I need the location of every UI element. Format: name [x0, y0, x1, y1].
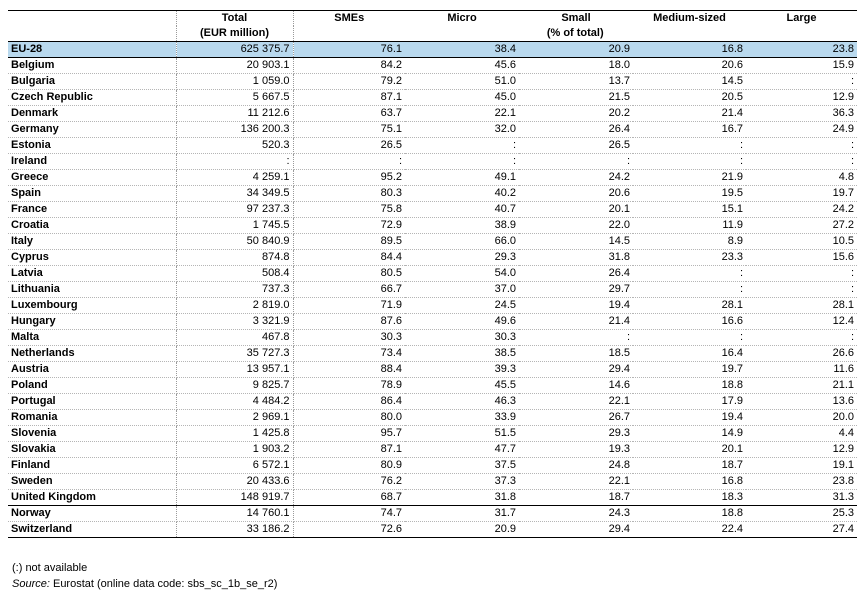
country-name-cell: Netherlands	[8, 346, 176, 362]
country-name-cell: Norway	[8, 506, 176, 522]
medium-cell: 19.7	[633, 362, 746, 378]
header-micro: Micro	[405, 11, 519, 27]
micro-cell: 49.6	[405, 314, 519, 330]
large-cell: 12.9	[746, 442, 857, 458]
medium-cell: 18.8	[633, 378, 746, 394]
large-cell: 12.4	[746, 314, 857, 330]
header-large: Large	[746, 11, 857, 27]
table-row	[8, 234, 857, 250]
header-total: Total	[176, 11, 293, 27]
micro-cell: 45.6	[405, 58, 519, 74]
table-row	[8, 202, 857, 218]
total-cell: 35 727.3	[176, 346, 293, 362]
total-cell: 508.4	[176, 266, 293, 282]
smes-cell: 84.4	[293, 250, 405, 266]
table-row	[8, 362, 857, 378]
micro-cell: 38.9	[405, 218, 519, 234]
micro-cell: 66.0	[405, 234, 519, 250]
large-cell: 24.2	[746, 202, 857, 218]
smes-cell: 80.5	[293, 266, 405, 282]
medium-cell: 18.8	[633, 506, 746, 522]
small-cell: 14.5	[519, 234, 633, 250]
micro-cell: 20.9	[405, 522, 519, 538]
medium-cell: 16.7	[633, 122, 746, 138]
smes-cell: 95.2	[293, 170, 405, 186]
smes-cell: 72.9	[293, 218, 405, 234]
large-cell: 31.3	[746, 490, 857, 506]
micro-cell: 37.0	[405, 282, 519, 298]
medium-cell: 16.6	[633, 314, 746, 330]
micro-cell: 29.3	[405, 250, 519, 266]
small-cell: 22.1	[519, 474, 633, 490]
table-row	[8, 122, 857, 138]
medium-cell: 11.9	[633, 218, 746, 234]
total-cell: 2 969.1	[176, 410, 293, 426]
smes-cell: 87.1	[293, 90, 405, 106]
table-row	[8, 266, 857, 282]
total-cell: 34 349.5	[176, 186, 293, 202]
smes-cell: 76.1	[293, 42, 405, 58]
header-country-blank	[8, 11, 176, 27]
large-cell: 23.8	[746, 42, 857, 58]
small-cell: 21.5	[519, 90, 633, 106]
table-row	[8, 426, 857, 442]
large-cell: 19.7	[746, 186, 857, 202]
country-name-cell: Austria	[8, 362, 176, 378]
smes-cell: 87.1	[293, 442, 405, 458]
medium-cell: 16.8	[633, 474, 746, 490]
total-cell: 11 212.6	[176, 106, 293, 122]
total-cell: 520.3	[176, 138, 293, 154]
country-name-cell: Latvia	[8, 266, 176, 282]
micro-cell: 39.3	[405, 362, 519, 378]
table-row	[8, 410, 857, 426]
country-name-cell: Germany	[8, 122, 176, 138]
large-cell: :	[746, 138, 857, 154]
micro-cell: 40.2	[405, 186, 519, 202]
table-row	[8, 314, 857, 330]
micro-cell: 24.5	[405, 298, 519, 314]
table-row	[8, 90, 857, 106]
micro-cell: 40.7	[405, 202, 519, 218]
table-row	[8, 170, 857, 186]
header-small: Small	[519, 11, 633, 27]
small-cell: 18.5	[519, 346, 633, 362]
country-name-cell: Lithuania	[8, 282, 176, 298]
micro-cell: :	[405, 154, 519, 170]
table-row	[8, 330, 857, 346]
table-row	[8, 106, 857, 122]
country-name-cell: Italy	[8, 234, 176, 250]
total-cell: 625 375.7	[176, 42, 293, 58]
large-cell: 19.1	[746, 458, 857, 474]
micro-cell: 49.1	[405, 170, 519, 186]
medium-cell: 22.4	[633, 522, 746, 538]
country-name-cell: Hungary	[8, 314, 176, 330]
total-cell: 97 237.3	[176, 202, 293, 218]
country-name-cell: Slovenia	[8, 426, 176, 442]
small-cell: 26.4	[519, 122, 633, 138]
large-cell: :	[746, 154, 857, 170]
table-row	[8, 506, 857, 522]
country-name-cell: Belgium	[8, 58, 176, 74]
micro-cell: 33.9	[405, 410, 519, 426]
small-cell: 29.4	[519, 362, 633, 378]
large-cell: 10.5	[746, 234, 857, 250]
small-cell: 14.6	[519, 378, 633, 394]
smes-cell: 80.0	[293, 410, 405, 426]
data-table-container	[8, 10, 857, 538]
country-name-cell: Bulgaria	[8, 74, 176, 90]
medium-cell: 14.5	[633, 74, 746, 90]
large-cell: 27.2	[746, 218, 857, 234]
smes-cell: 66.7	[293, 282, 405, 298]
source-note	[12, 576, 277, 592]
smes-cell: :	[293, 154, 405, 170]
table-row	[8, 154, 857, 170]
medium-cell: 14.9	[633, 426, 746, 442]
table-row	[8, 394, 857, 410]
table-row	[8, 58, 857, 74]
smes-cell: 74.7	[293, 506, 405, 522]
small-cell: 20.9	[519, 42, 633, 58]
small-cell: 21.4	[519, 314, 633, 330]
country-name-cell: EU-28	[8, 42, 176, 58]
small-cell: 19.3	[519, 442, 633, 458]
table-row	[8, 522, 857, 538]
small-cell: 18.0	[519, 58, 633, 74]
country-name-cell: Switzerland	[8, 522, 176, 538]
medium-cell: :	[633, 138, 746, 154]
large-cell: 27.4	[746, 522, 857, 538]
sme-value-added-table	[8, 10, 857, 538]
country-name-cell: Spain	[8, 186, 176, 202]
country-name-cell: Slovakia	[8, 442, 176, 458]
micro-cell: 37.3	[405, 474, 519, 490]
smes-cell: 84.2	[293, 58, 405, 74]
country-name-cell: Cyprus	[8, 250, 176, 266]
large-cell: 15.9	[746, 58, 857, 74]
small-cell: 22.0	[519, 218, 633, 234]
micro-cell: 38.5	[405, 346, 519, 362]
medium-cell: :	[633, 266, 746, 282]
table-row	[8, 250, 857, 266]
smes-cell: 79.2	[293, 74, 405, 90]
table-row	[8, 298, 857, 314]
large-cell: 23.8	[746, 474, 857, 490]
country-name-cell: Finland	[8, 458, 176, 474]
large-cell: 21.1	[746, 378, 857, 394]
micro-cell: 31.7	[405, 506, 519, 522]
small-cell: 20.6	[519, 186, 633, 202]
small-cell: 24.3	[519, 506, 633, 522]
micro-cell: 37.5	[405, 458, 519, 474]
large-cell: 25.3	[746, 506, 857, 522]
large-cell: 15.6	[746, 250, 857, 266]
small-cell: :	[519, 330, 633, 346]
medium-cell: 20.5	[633, 90, 746, 106]
small-cell: 29.4	[519, 522, 633, 538]
small-cell: 22.1	[519, 394, 633, 410]
total-cell: 4 484.2	[176, 394, 293, 410]
country-name-cell: Portugal	[8, 394, 176, 410]
medium-cell: 20.1	[633, 442, 746, 458]
micro-cell: 54.0	[405, 266, 519, 282]
total-cell: 50 840.9	[176, 234, 293, 250]
table-body	[8, 42, 857, 538]
table-row	[8, 458, 857, 474]
micro-cell: 31.8	[405, 490, 519, 506]
country-name-cell: Croatia	[8, 218, 176, 234]
total-cell: 14 760.1	[176, 506, 293, 522]
header-total-unit: (EUR million)	[176, 26, 293, 42]
small-cell: 18.7	[519, 490, 633, 506]
smes-cell: 89.5	[293, 234, 405, 250]
header-pct-unit: (% of total)	[293, 26, 857, 42]
large-cell: :	[746, 74, 857, 90]
small-cell: :	[519, 154, 633, 170]
large-cell: 20.0	[746, 410, 857, 426]
medium-cell: :	[633, 282, 746, 298]
total-cell: :	[176, 154, 293, 170]
country-name-cell: Denmark	[8, 106, 176, 122]
total-cell: 1 745.5	[176, 218, 293, 234]
table-notes	[12, 560, 277, 592]
medium-cell: :	[633, 154, 746, 170]
smes-cell: 95.7	[293, 426, 405, 442]
smes-cell: 26.5	[293, 138, 405, 154]
medium-cell: 16.8	[633, 42, 746, 58]
table-row	[8, 74, 857, 90]
total-cell: 3 321.9	[176, 314, 293, 330]
large-cell: :	[746, 266, 857, 282]
smes-cell: 72.6	[293, 522, 405, 538]
total-cell: 467.8	[176, 330, 293, 346]
table-row	[8, 138, 857, 154]
total-cell: 4 259.1	[176, 170, 293, 186]
table-row	[8, 490, 857, 506]
smes-cell: 75.1	[293, 122, 405, 138]
table-row	[8, 442, 857, 458]
medium-cell: 17.9	[633, 394, 746, 410]
small-cell: 20.2	[519, 106, 633, 122]
large-cell: 13.6	[746, 394, 857, 410]
medium-cell: 21.9	[633, 170, 746, 186]
total-cell: 1 059.0	[176, 74, 293, 90]
table-row	[8, 346, 857, 362]
medium-cell: :	[633, 330, 746, 346]
large-cell: 26.6	[746, 346, 857, 362]
large-cell: 24.9	[746, 122, 857, 138]
large-cell: :	[746, 282, 857, 298]
small-cell: 31.8	[519, 250, 633, 266]
smes-cell: 88.4	[293, 362, 405, 378]
country-name-cell: Poland	[8, 378, 176, 394]
table-row	[8, 218, 857, 234]
micro-cell: 45.0	[405, 90, 519, 106]
table-row	[8, 378, 857, 394]
large-cell: 4.4	[746, 426, 857, 442]
smes-cell: 71.9	[293, 298, 405, 314]
country-name-cell: Ireland	[8, 154, 176, 170]
country-name-cell: Luxembourg	[8, 298, 176, 314]
medium-cell: 23.3	[633, 250, 746, 266]
table-row	[8, 474, 857, 490]
header-medium: Medium-sized	[633, 11, 746, 27]
medium-cell: 19.5	[633, 186, 746, 202]
small-cell: 13.7	[519, 74, 633, 90]
micro-cell: 51.0	[405, 74, 519, 90]
smes-cell: 63.7	[293, 106, 405, 122]
smes-cell: 75.8	[293, 202, 405, 218]
medium-cell: 8.9	[633, 234, 746, 250]
total-cell: 136 200.3	[176, 122, 293, 138]
total-cell: 33 186.2	[176, 522, 293, 538]
medium-cell: 21.4	[633, 106, 746, 122]
small-cell: 19.4	[519, 298, 633, 314]
small-cell: 26.5	[519, 138, 633, 154]
table-row	[8, 42, 857, 58]
micro-cell: 38.4	[405, 42, 519, 58]
total-cell: 2 819.0	[176, 298, 293, 314]
country-name-cell: Sweden	[8, 474, 176, 490]
total-cell: 5 667.5	[176, 90, 293, 106]
micro-cell: 46.3	[405, 394, 519, 410]
large-cell: 28.1	[746, 298, 857, 314]
header-country-blank-2	[8, 26, 176, 42]
micro-cell: 51.5	[405, 426, 519, 442]
country-name-cell: Czech Republic	[8, 90, 176, 106]
total-cell: 9 825.7	[176, 378, 293, 394]
small-cell: 20.1	[519, 202, 633, 218]
medium-cell: 18.3	[633, 490, 746, 506]
country-name-cell: United Kingdom	[8, 490, 176, 506]
small-cell: 26.7	[519, 410, 633, 426]
total-cell: 737.3	[176, 282, 293, 298]
large-cell: 4.8	[746, 170, 857, 186]
smes-cell: 80.3	[293, 186, 405, 202]
medium-cell: 20.6	[633, 58, 746, 74]
header-smes: SMEs	[293, 11, 405, 27]
smes-cell: 86.4	[293, 394, 405, 410]
source-text: Eurostat (online data code: sbs_sc_1b_se_r2)	[49, 578, 278, 590]
medium-cell: 18.7	[633, 458, 746, 474]
total-cell: 1 425.8	[176, 426, 293, 442]
medium-cell: 28.1	[633, 298, 746, 314]
total-cell: 874.8	[176, 250, 293, 266]
total-cell: 20 903.1	[176, 58, 293, 74]
micro-cell: 32.0	[405, 122, 519, 138]
country-name-cell: Greece	[8, 170, 176, 186]
large-cell: 11.6	[746, 362, 857, 378]
micro-cell: 45.5	[405, 378, 519, 394]
micro-cell: 22.1	[405, 106, 519, 122]
total-cell: 13 957.1	[176, 362, 293, 378]
country-name-cell: Romania	[8, 410, 176, 426]
smes-cell: 76.2	[293, 474, 405, 490]
large-cell: :	[746, 330, 857, 346]
large-cell: 36.3	[746, 106, 857, 122]
micro-cell: 47.7	[405, 442, 519, 458]
total-cell: 1 903.2	[176, 442, 293, 458]
country-name-cell: Malta	[8, 330, 176, 346]
smes-cell: 87.6	[293, 314, 405, 330]
micro-cell: :	[405, 138, 519, 154]
country-name-cell: Estonia	[8, 138, 176, 154]
small-cell: 29.7	[519, 282, 633, 298]
smes-cell: 78.9	[293, 378, 405, 394]
total-cell: 20 433.6	[176, 474, 293, 490]
small-cell: 26.4	[519, 266, 633, 282]
smes-cell: 30.3	[293, 330, 405, 346]
total-cell: 148 919.7	[176, 490, 293, 506]
smes-cell: 73.4	[293, 346, 405, 362]
smes-cell: 68.7	[293, 490, 405, 506]
small-cell: 29.3	[519, 426, 633, 442]
source-label: Source:	[12, 578, 50, 590]
not-available-note: (:) not available	[12, 562, 88, 574]
country-name-cell: France	[8, 202, 176, 218]
medium-cell: 19.4	[633, 410, 746, 426]
small-cell: 24.8	[519, 458, 633, 474]
smes-cell: 80.9	[293, 458, 405, 474]
total-cell: 6 572.1	[176, 458, 293, 474]
medium-cell: 15.1	[633, 202, 746, 218]
table-row	[8, 282, 857, 298]
micro-cell: 30.3	[405, 330, 519, 346]
large-cell: 12.9	[746, 90, 857, 106]
medium-cell: 16.4	[633, 346, 746, 362]
small-cell: 24.2	[519, 170, 633, 186]
table-row	[8, 186, 857, 202]
